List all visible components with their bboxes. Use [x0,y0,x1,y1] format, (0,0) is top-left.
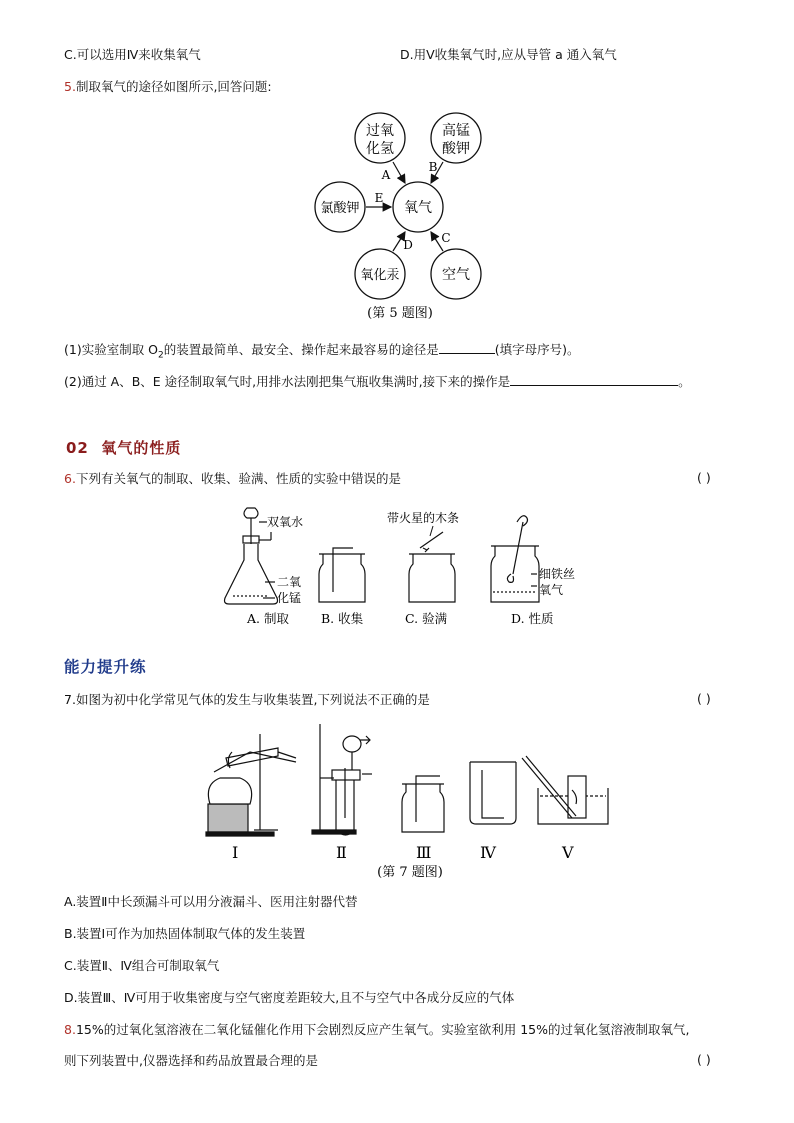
node-kclo3-label: 氯酸钾 [320,201,360,216]
label-h2o2: 双氧水 [267,515,304,529]
question-number: 7. [64,692,76,707]
q5-sub1-subscript: 2 [158,350,164,361]
apparatus-c-bottle [409,532,455,602]
caption-b: B. 收集 [321,611,364,626]
label-mno2-2: 化锰 [277,591,302,605]
q5-caption: (第 5 题图) [367,306,433,321]
node-oxygen [393,182,443,232]
apparatus-b-bottle [319,548,365,602]
q5-sub1-post: 的装置最简单、最安全、操作起来最容易的途径是 [163,342,439,357]
q6-stem [64,470,401,488]
arrow-label-a: A [381,168,391,182]
arrow-label-c: C [441,231,451,245]
caption-a: A. 制取 [247,611,289,626]
q5-stem [64,78,272,96]
question-number: 8. [64,1022,76,1037]
q5-sub2-pre: (2)通过 A、B、E 途径制取氧气时,用排水法刚把集气瓶收集满时,接下来的操作是 [64,374,511,389]
section-ability-heading: 能力提升练 [64,658,147,676]
apparatus-ii [312,724,372,835]
node-hgo-label: 氧化汞 [360,268,400,283]
apparatus-d-bottle [491,516,539,602]
caption-c: C. 验满 [405,611,448,626]
roman-ii: Ⅱ [336,843,347,862]
q7-stem [64,691,430,709]
section-02-heading [66,437,181,458]
roman-iv: Ⅳ [480,843,496,862]
apparatus-iv [470,762,516,824]
q5-sub1 [64,341,580,365]
label-splint: 带火星的木条 [387,511,460,525]
q4-option-d: D.用Ⅴ收集氧气时,应从导管 a 通入氧气 [400,47,617,62]
question-text: 15%的过氧化氢溶液在二氧化锰催化作用下会剧烈反应产生氧气。实验室欲利用 15%的过氧化氢溶液制取氧气, [75,1022,690,1037]
q7-option-c: C.装置Ⅱ、Ⅳ组合可制取氧气 [64,958,220,973]
question-number: 5. [64,79,76,94]
q8-stem-line2: 则下列装置中,仪器选择和药品放置最合理的是 [64,1053,318,1068]
q8-answer-paren[interactable]: ( ) [697,1052,711,1067]
node-h2o2 [355,113,405,163]
node-h2o2-line2: 化氢 [366,141,394,157]
roman-iii: Ⅲ [416,843,432,862]
q5-diagram [300,108,500,328]
q7-option-a: A.装置Ⅱ中长颈漏斗可以用分液漏斗、医用注射器代替 [64,894,358,909]
arrow-a [393,162,405,183]
node-kmno4-line2: 酸钾 [442,141,470,157]
node-kmno4-line1: 高锰 [442,123,470,139]
node-air-label: 空气 [442,267,470,283]
q4-option-c: C.可以选用Ⅳ来收集氧气 [64,47,201,62]
arrow-label-e: E [374,191,384,205]
q5-sub1-pre: (1)实验室制取 O [64,342,159,357]
question-text: 制取氧气的途径如图所示,回答问题: [75,79,272,94]
q6-answer-paren[interactable]: ( ) [697,470,711,485]
apparatus-i [206,734,296,836]
q7-figure [200,718,620,883]
node-hgo [355,249,405,299]
section-title: 氧气的性质 [101,439,182,457]
section-number: 02 [66,439,89,457]
q6-figure [215,502,605,632]
q5-sub1-tail: (填字母序号)。 [494,342,580,357]
node-air [431,249,481,299]
node-oxygen-label: 氧气 [404,200,432,216]
apparatus-v [522,756,608,824]
node-h2o2-line1: 过氧 [366,123,394,139]
node-kmno4 [431,113,481,163]
q7-option-d: D.装置Ⅲ、Ⅳ可用于收集密度与空气密度差距较大,且不与空气中各成分反应的气体 [64,990,515,1005]
label-mno2-1: 二氧 [277,575,302,589]
q5-sub2 [64,373,691,391]
label-oxygen: 氧气 [539,583,564,597]
roman-i: Ⅰ [232,843,239,862]
q7-caption: (第 7 题图) [377,865,443,880]
caption-d: D. 性质 [511,611,554,626]
node-kclo3 [315,182,365,232]
q7-option-b: B.装置Ⅰ可作为加热固体制取气体的发生装置 [64,926,306,941]
arrow-label-d: D [403,238,413,252]
apparatus-iii [402,776,444,832]
question-number: 6. [64,471,76,486]
answer-blank[interactable] [439,341,495,354]
label-iron-wire: 细铁丝 [539,567,576,581]
arrow-label-b: B [428,160,438,174]
question-text: 下列有关氧气的制取、收集、验满、性质的实验中错误的是 [75,471,401,486]
q8-stem-line1 [64,1021,689,1039]
question-text: 如图为初中化学常见气体的发生与收集装置,下列说法不正确的是 [75,692,430,707]
q5-sub2-tail: 。 [678,374,691,389]
q7-answer-paren[interactable]: ( ) [697,691,711,706]
answer-blank[interactable] [510,373,678,386]
roman-v: Ⅴ [562,843,574,862]
